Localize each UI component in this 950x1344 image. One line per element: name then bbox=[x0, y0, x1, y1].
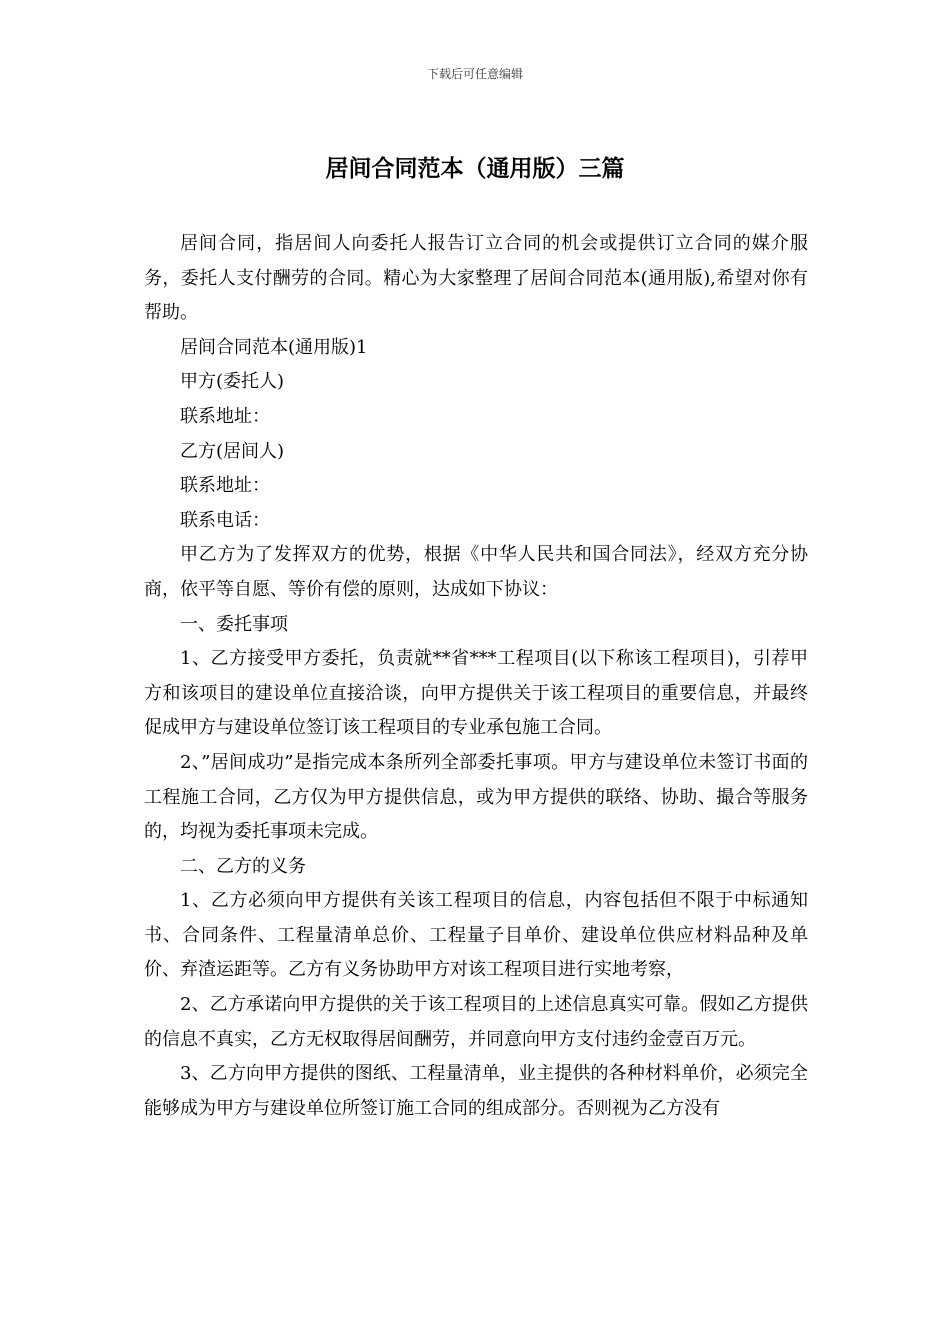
paragraph-clause-2-1: 1、乙方必须向甲方提供有关该工程项目的信息，内容包括但不限于中标通知书、合同条件、工程量清单总价、工程量子目单价、建设单位供应材料品种及单价、弃渣运距等。乙方有义务协助甲方对该工程项目进行实地考察， bbox=[144, 890, 808, 981]
paragraph-intro: 居间合同，指居间人向委托人报告订立合同的机会或提供订立合同的媒介服务，委托人支付酬劳的合同。精心为大家整理了居间合同范本(通用版),希望对你有帮助。 bbox=[144, 233, 808, 324]
paragraph-clause-1-heading: 一、委托事项 bbox=[180, 613, 288, 635]
paragraph-section-heading: 居间合同范本(通用版)1 bbox=[180, 336, 368, 358]
paragraph-clause-1-2: 2、”居间成功”是指完成本条所列全部委托事项。甲方与建设单位未签订书面的工程施工合同，乙方仅为甲方提供信息，或为甲方提供的联络、协助、撮合等服务的，均视为委托事项未完成。 bbox=[144, 751, 808, 843]
paragraph-clause-1-1: 1、乙方接受甲方委托，负责就**省***工程项目(以下称该工程项目)，引荐甲方和该项目的建设单位直接洽谈，向甲方提供关于该工程项目的重要信息，并最终促成甲方与建设单位签订该工程项目的专业承包施工合同。 bbox=[144, 648, 808, 739]
paragraph-party-b-phone: 联系电话： bbox=[180, 509, 270, 531]
page-header-note: 下载后可任意编辑 bbox=[426, 67, 523, 81]
paragraph-clause-2-3: 3、乙方向甲方提供的图纸、工程量清单，业主提供的各种材料单价，必须完全能够成为甲方与建设单位所签订施工合同的组成部分。否则视为乙方没有 bbox=[144, 1063, 808, 1119]
paragraph-party-b-address: 联系地址： bbox=[180, 475, 270, 497]
document-title: 居间合同范本（通用版）三篇 bbox=[325, 156, 625, 182]
paragraph-preamble: 甲乙方为了发挥双方的优势，根据《中华人民共和国合同法》，经双方充分协商，依平等自愿、等价有偿的原则，达成如下协议： bbox=[144, 544, 808, 600]
paragraph-party-a-address: 联系地址： bbox=[180, 405, 270, 427]
paragraph-party-a: 甲方(委托人) bbox=[180, 371, 285, 393]
document-body bbox=[144, 227, 808, 1126]
paragraph-clause-2-2: 2、乙方承诺向甲方提供的关于该工程项目的上述信息真实可靠。假如乙方提供的信息不真实，乙方无权取得居间酬劳，并同意向甲方支付违约金壹百万元。 bbox=[144, 994, 808, 1050]
paragraph-clause-2-heading: 二、乙方的义务 bbox=[180, 855, 306, 877]
paragraph-party-b: 乙方(居间人) bbox=[180, 440, 285, 462]
